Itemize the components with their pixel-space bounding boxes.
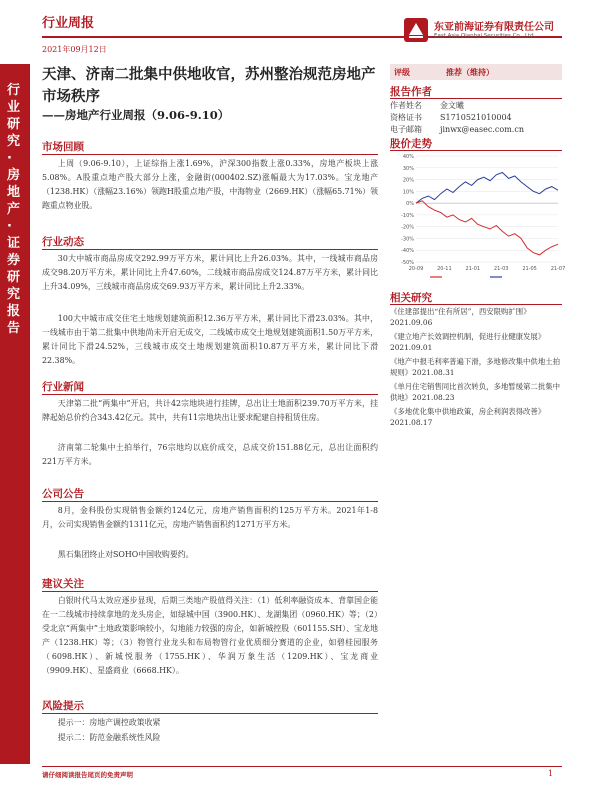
y-tick-label: 40% bbox=[402, 154, 414, 160]
related-item[interactable]: 《地产中报毛利率普遍下滑，多地修改集中供地土拍规则》2021.08.31 bbox=[390, 357, 560, 377]
y-tick-label: -30% bbox=[401, 236, 414, 243]
analyst-value: 金文曦 bbox=[440, 101, 464, 110]
section-heading-industry-news: 行业新闻 bbox=[42, 381, 84, 393]
x-tick-label: 21-03 bbox=[493, 266, 509, 272]
company-logo bbox=[402, 16, 562, 46]
analyst-heading: 报告作者 bbox=[390, 86, 432, 98]
section-divider bbox=[390, 304, 562, 305]
section-heading-industry-dynamics: 行业动态 bbox=[42, 236, 84, 248]
y-tick-label: 0% bbox=[406, 201, 414, 208]
paragraph: 济南第二轮集中土拍举行，76宗地均以底价成交，总成交价151.88亿元，总出让面积约221万平方米。 bbox=[42, 443, 378, 466]
analyst-key: 资格证书 bbox=[390, 113, 422, 122]
logo-mark-icon bbox=[402, 16, 430, 44]
sidebar-label: 行业研究·房地产·证券研究报告 bbox=[7, 83, 21, 336]
section-divider bbox=[390, 98, 562, 99]
x-tick-label: 20-11 bbox=[437, 266, 452, 272]
analyst-row bbox=[390, 100, 562, 112]
paragraph: 30大中城市商品房成交292.99万平方米，累计同比上升26.03%。其中，一线城市商品房成交98.20万平方米，累计同比上升47.60%，二线城市商品房成交124.87万平方米，累计同比上升34.09%，三线城市商品房成交69.93万平方米，累计同比上升2.33%。 bbox=[42, 254, 378, 291]
stock-price-chart-svg bbox=[390, 152, 566, 280]
analyst-key: 电子邮箱 bbox=[390, 125, 422, 134]
report-type: 行业周报 bbox=[42, 16, 95, 31]
analyst-value: S1710521010004 bbox=[440, 113, 512, 122]
report-title: 天津、济南二批集中供地收官，苏州整治规范房地产市场秩序 bbox=[42, 66, 376, 105]
section-heading-risk-warning: 风险提示 bbox=[42, 700, 84, 712]
paragraph: 白银时代马太效应逐步显现，后期三类地产股值得关注：（1）低利率融资成本、背靠国企能在一二线城市持续拿地的龙头房企，如绿城中国（3900.HK）、龙湖集团（0960.HK）等；（2）受北京“两集中”土地政策影响较小，勾地能力较强的房企，如新城控股（601155.SH）、宝龙地产（1238.HK）等；（3）物管行业龙头和布局物管行业优质细分赛道的企业，如碧桂园服务（6098.HK）、新城悦服务（1755.HK）、华润万象生活（1209.HK）、宝龙商业（9909.HK）、星盛商业（6668.HK）。 bbox=[42, 596, 378, 675]
x-tick-label: 21-07 bbox=[550, 266, 566, 272]
section-divider bbox=[42, 154, 378, 155]
rating-label: 评级 bbox=[394, 67, 410, 77]
stock-price-chart bbox=[390, 152, 566, 280]
paragraph: 提示二：防范金融系统性风险 bbox=[57, 733, 161, 742]
x-tick-label: 21-05 bbox=[522, 266, 537, 272]
chart-heading: 股价走势 bbox=[390, 138, 432, 150]
related-item[interactable]: 《建立地产长效调控机制，促进行业健康发展》2021.09.01 bbox=[390, 332, 546, 352]
rating-badge bbox=[390, 64, 562, 80]
y-tick-label: 20% bbox=[402, 177, 414, 184]
section-divider bbox=[390, 150, 562, 151]
paragraph: 100大中城市成交住宅土地规划建筑面积12.36万平方米，累计同比下滑23.03%。其中，一线城市由于第二批集中供地尚未开启无成交，二线城市成交土地规划建筑面积1.50万平方米，累计同比下滑24.52%，三线城市成交土地规划建筑面积10.87万平方米，累计同比下滑22.38%。 bbox=[42, 314, 378, 365]
logo-english-name: East Asia Qianhai Securities Co., Ltd. bbox=[434, 33, 536, 39]
y-tick-label: 30% bbox=[402, 165, 414, 172]
paragraph: 8月，金科股份实现销售金额约124亿元，房地产销售面积约125万平方米。2021年1-8月，公司实现销售金额约1311亿元，房地产销售面积约1271万平方米。 bbox=[42, 506, 378, 529]
report-subtitle: ——房地产行业周报（9.06-9.10） bbox=[42, 108, 230, 122]
paragraph: 天津第二批“两集中”开启，共计42宗地块进行挂牌，总出让土地面积239.70万平方米，挂牌起始总价约合343.42亿元。其中，共有11宗地块出让要求配建自持租赁住房。 bbox=[42, 399, 378, 422]
logo-chinese-name: 东亚前海证券有限责任公司 bbox=[434, 22, 554, 33]
footer-divider bbox=[42, 766, 562, 767]
analyst-info bbox=[390, 100, 562, 136]
analyst-key: 作者姓名 bbox=[390, 101, 422, 110]
analyst-email[interactable]: jinwx@easec.com.cn bbox=[440, 125, 524, 134]
series-line-1 bbox=[416, 201, 558, 255]
section-divider bbox=[42, 249, 378, 250]
page-number: 1 bbox=[548, 769, 554, 778]
y-tick-label: 10% bbox=[402, 189, 414, 196]
x-tick-label: 20-09 bbox=[408, 266, 424, 272]
section-divider bbox=[42, 394, 378, 395]
section-divider bbox=[42, 713, 378, 714]
y-tick-label: -40% bbox=[401, 248, 414, 255]
section-divider bbox=[42, 591, 378, 592]
paragraph: 提示一：房地产调控政策收紧 bbox=[57, 718, 161, 727]
analyst-row bbox=[390, 112, 562, 124]
paragraph: 黑石集团终止对SOHO中国收购要约。 bbox=[57, 550, 194, 559]
y-tick-label: -10% bbox=[401, 212, 414, 219]
related-heading: 相关研究 bbox=[390, 292, 432, 304]
paragraph: 上周（9.06-9.10），上证综指上涨1.69%，沪深300指数上涨0.33%，房地产板块上涨5.08%。A股重点地产股大部分上涨，金融街(000402.SZ)涨幅最大为17.03%。宝龙地产（1238.HK）（涨幅23.16%）领跑H股重点地产股，中海物业（2669.HK）（涨幅65.71%）领跑重点物业股。 bbox=[42, 159, 378, 210]
x-tick-label: 21-01 bbox=[465, 266, 481, 272]
related-item[interactable]: 《住建部提出“住有所居”，西安限购扩围》2021.09.06 bbox=[390, 307, 531, 327]
category-sidebar bbox=[0, 64, 30, 764]
rating-value: 推荐（维持） bbox=[446, 67, 494, 77]
series-line-0 bbox=[416, 173, 558, 204]
section-divider bbox=[42, 501, 378, 502]
analyst-row bbox=[390, 124, 562, 136]
related-item[interactable]: 《多地优化集中供地政策，房企利润表得改善》2021.08.17 bbox=[390, 407, 546, 427]
section-heading-company-announcements: 公司公告 bbox=[42, 488, 84, 500]
related-item[interactable]: 《单月住宅销售同比首次转负，多地暂缓第二批集中供地》2021.08.23 bbox=[390, 382, 560, 402]
y-tick-label: -20% bbox=[401, 224, 414, 231]
section-heading-market-review: 市场回顾 bbox=[42, 141, 84, 153]
y-tick-label: -50% bbox=[401, 260, 414, 266]
section-heading-recommendations: 建议关注 bbox=[42, 578, 84, 590]
report-date: 2021年09月12日 bbox=[42, 45, 107, 54]
related-research-list bbox=[390, 306, 562, 431]
footer-disclaimer: 请仔细阅读报告尾页的免责声明 bbox=[42, 771, 133, 779]
